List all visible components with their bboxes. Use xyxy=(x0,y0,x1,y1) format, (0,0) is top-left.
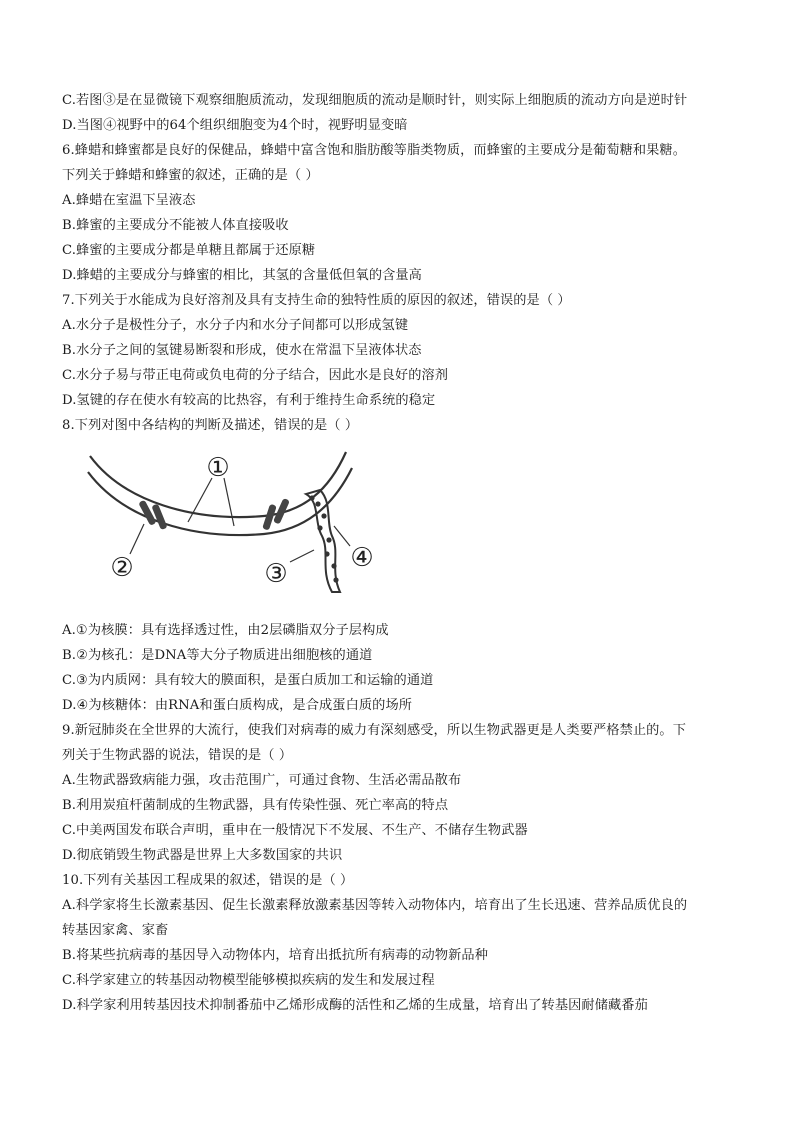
question-10-option-c: C.科学家建立的转基因动物模型能够模拟疾病的发生和发展过程 xyxy=(62,973,435,988)
document-page xyxy=(62,88,752,1018)
label-4: ④ xyxy=(350,543,374,573)
question-6-stem-cont: 下列关于蜂蜡和蜂蜜的叙述，正确的是（ ） xyxy=(62,168,319,183)
nucleus-structure-figure xyxy=(62,442,752,612)
label-3: ③ xyxy=(264,559,288,589)
question-8-option-a: A.①为核膜：具有选择透过性，由2层磷脂双分子层构成 xyxy=(62,623,389,638)
question-7-option-b: B.水分子之间的氢键易断裂和形成，使水在常温下呈液体状态 xyxy=(62,343,422,358)
text-block-bottom xyxy=(62,618,752,1018)
question-9-stem-cont: 列关于生物武器的说法，错误的是（ ） xyxy=(62,748,293,763)
question-6-option-a: A.蜂蜡在室温下呈液态 xyxy=(62,193,196,208)
question-8-option-c: C.③为内质网：具有较大的膜面积，是蛋白质加工和运输的通道 xyxy=(62,673,434,688)
question-9-option-c: C.中美两国发布联合声明，重申在一般情况下不发展、不生产、不储存生物武器 xyxy=(62,823,528,838)
label-2: ② xyxy=(110,553,134,583)
question-8-option-d: D.④为核糖体：由RNA和蛋白质构成，是合成蛋白质的场所 xyxy=(62,698,413,713)
question-9-stem: 9.新冠肺炎在全世界的大流行，使我们对病毒的威力有深刻感受，所以生物武器更是人类要严格禁止的。下 xyxy=(62,723,687,738)
question-7-option-a: A.水分子是极性分子，水分子内和水分子间都可以形成氢键 xyxy=(62,318,409,333)
question-7-stem: 7.下列关于水能成为良好溶剂及具有支持生命的独特性质的原因的叙述，错误的是（ ） xyxy=(62,293,571,308)
question-6-option-c: C.蜂蜜的主要成分都是单糖且都属于还原糖 xyxy=(62,243,316,258)
question-9-option-b: B.利用炭疽杆菌制成的生物武器，具有传染性强、死亡率高的特点 xyxy=(62,798,449,813)
text-line: D.当图④视野中的64个组织细胞变为4个时，视野明显变暗 xyxy=(62,118,408,133)
question-10-option-d: D.科学家利用转基因技术抑制番茄中乙烯形成酶的活性和乙烯的生成量，培育出了转基因耐储藏番茄 xyxy=(62,998,648,1013)
question-7-option-d: D.氢键的存在使水有较高的比热容，有利于维持生命系统的稳定 xyxy=(62,393,436,408)
question-6-option-d: D.蜂蜡的主要成分与蜂蜜的相比，其氢的含量低但氧的含量高 xyxy=(62,268,422,283)
label-1: ① xyxy=(206,453,230,483)
question-9-option-a: A.生物武器致病能力强，攻击范围广，可通过食物、生活必需品散布 xyxy=(62,773,462,788)
text-block-top xyxy=(62,88,752,438)
question-8-stem: 8.下列对图中各结构的判断及描述，错误的是（ ） xyxy=(62,418,359,433)
nuclear-envelope-diagram xyxy=(84,442,384,612)
question-7-option-c: C.水分子易与带正电荷或负电荷的分子结合，因此水是良好的溶剂 xyxy=(62,368,449,383)
question-10-stem: 10.下列有关基因工程成果的叙述，错误的是（ ） xyxy=(62,873,354,888)
endoplasmic-reticulum xyxy=(306,490,340,592)
question-6-stem: 6.蜂蜡和蜂蜜都是良好的保健品，蜂蜡中富含饱和脂肪酸等脂类物质，而蜂蜜的主要成分是葡萄糖和果糖。 xyxy=(62,143,687,158)
question-10-option-a-cont: 转基因家禽、家畜 xyxy=(62,923,169,938)
text-line: C.若图③是在显微镜下观察细胞质流动，发现细胞质的流动是顺时针，则实际上细胞质的流动方向是逆时针 xyxy=(62,93,688,108)
question-10-option-b: B.将某些抗病毒的基因导入动物体内，培育出抵抗所有病毒的动物新品种 xyxy=(62,948,488,963)
question-9-option-d: D.彻底销毁生物武器是世界上大多数国家的共识 xyxy=(62,848,343,863)
question-8-option-b: B.②为核孔：是DNA等大分子物质进出细胞核的通道 xyxy=(62,648,373,663)
question-6-option-b: B.蜂蜜的主要成分不能被人体直接吸收 xyxy=(62,218,289,233)
question-10-option-a: A.科学家将生长激素基因、促生长激素释放激素基因等转入动物体内，培育出了生长迅速、营养品质优良的 xyxy=(62,898,688,913)
